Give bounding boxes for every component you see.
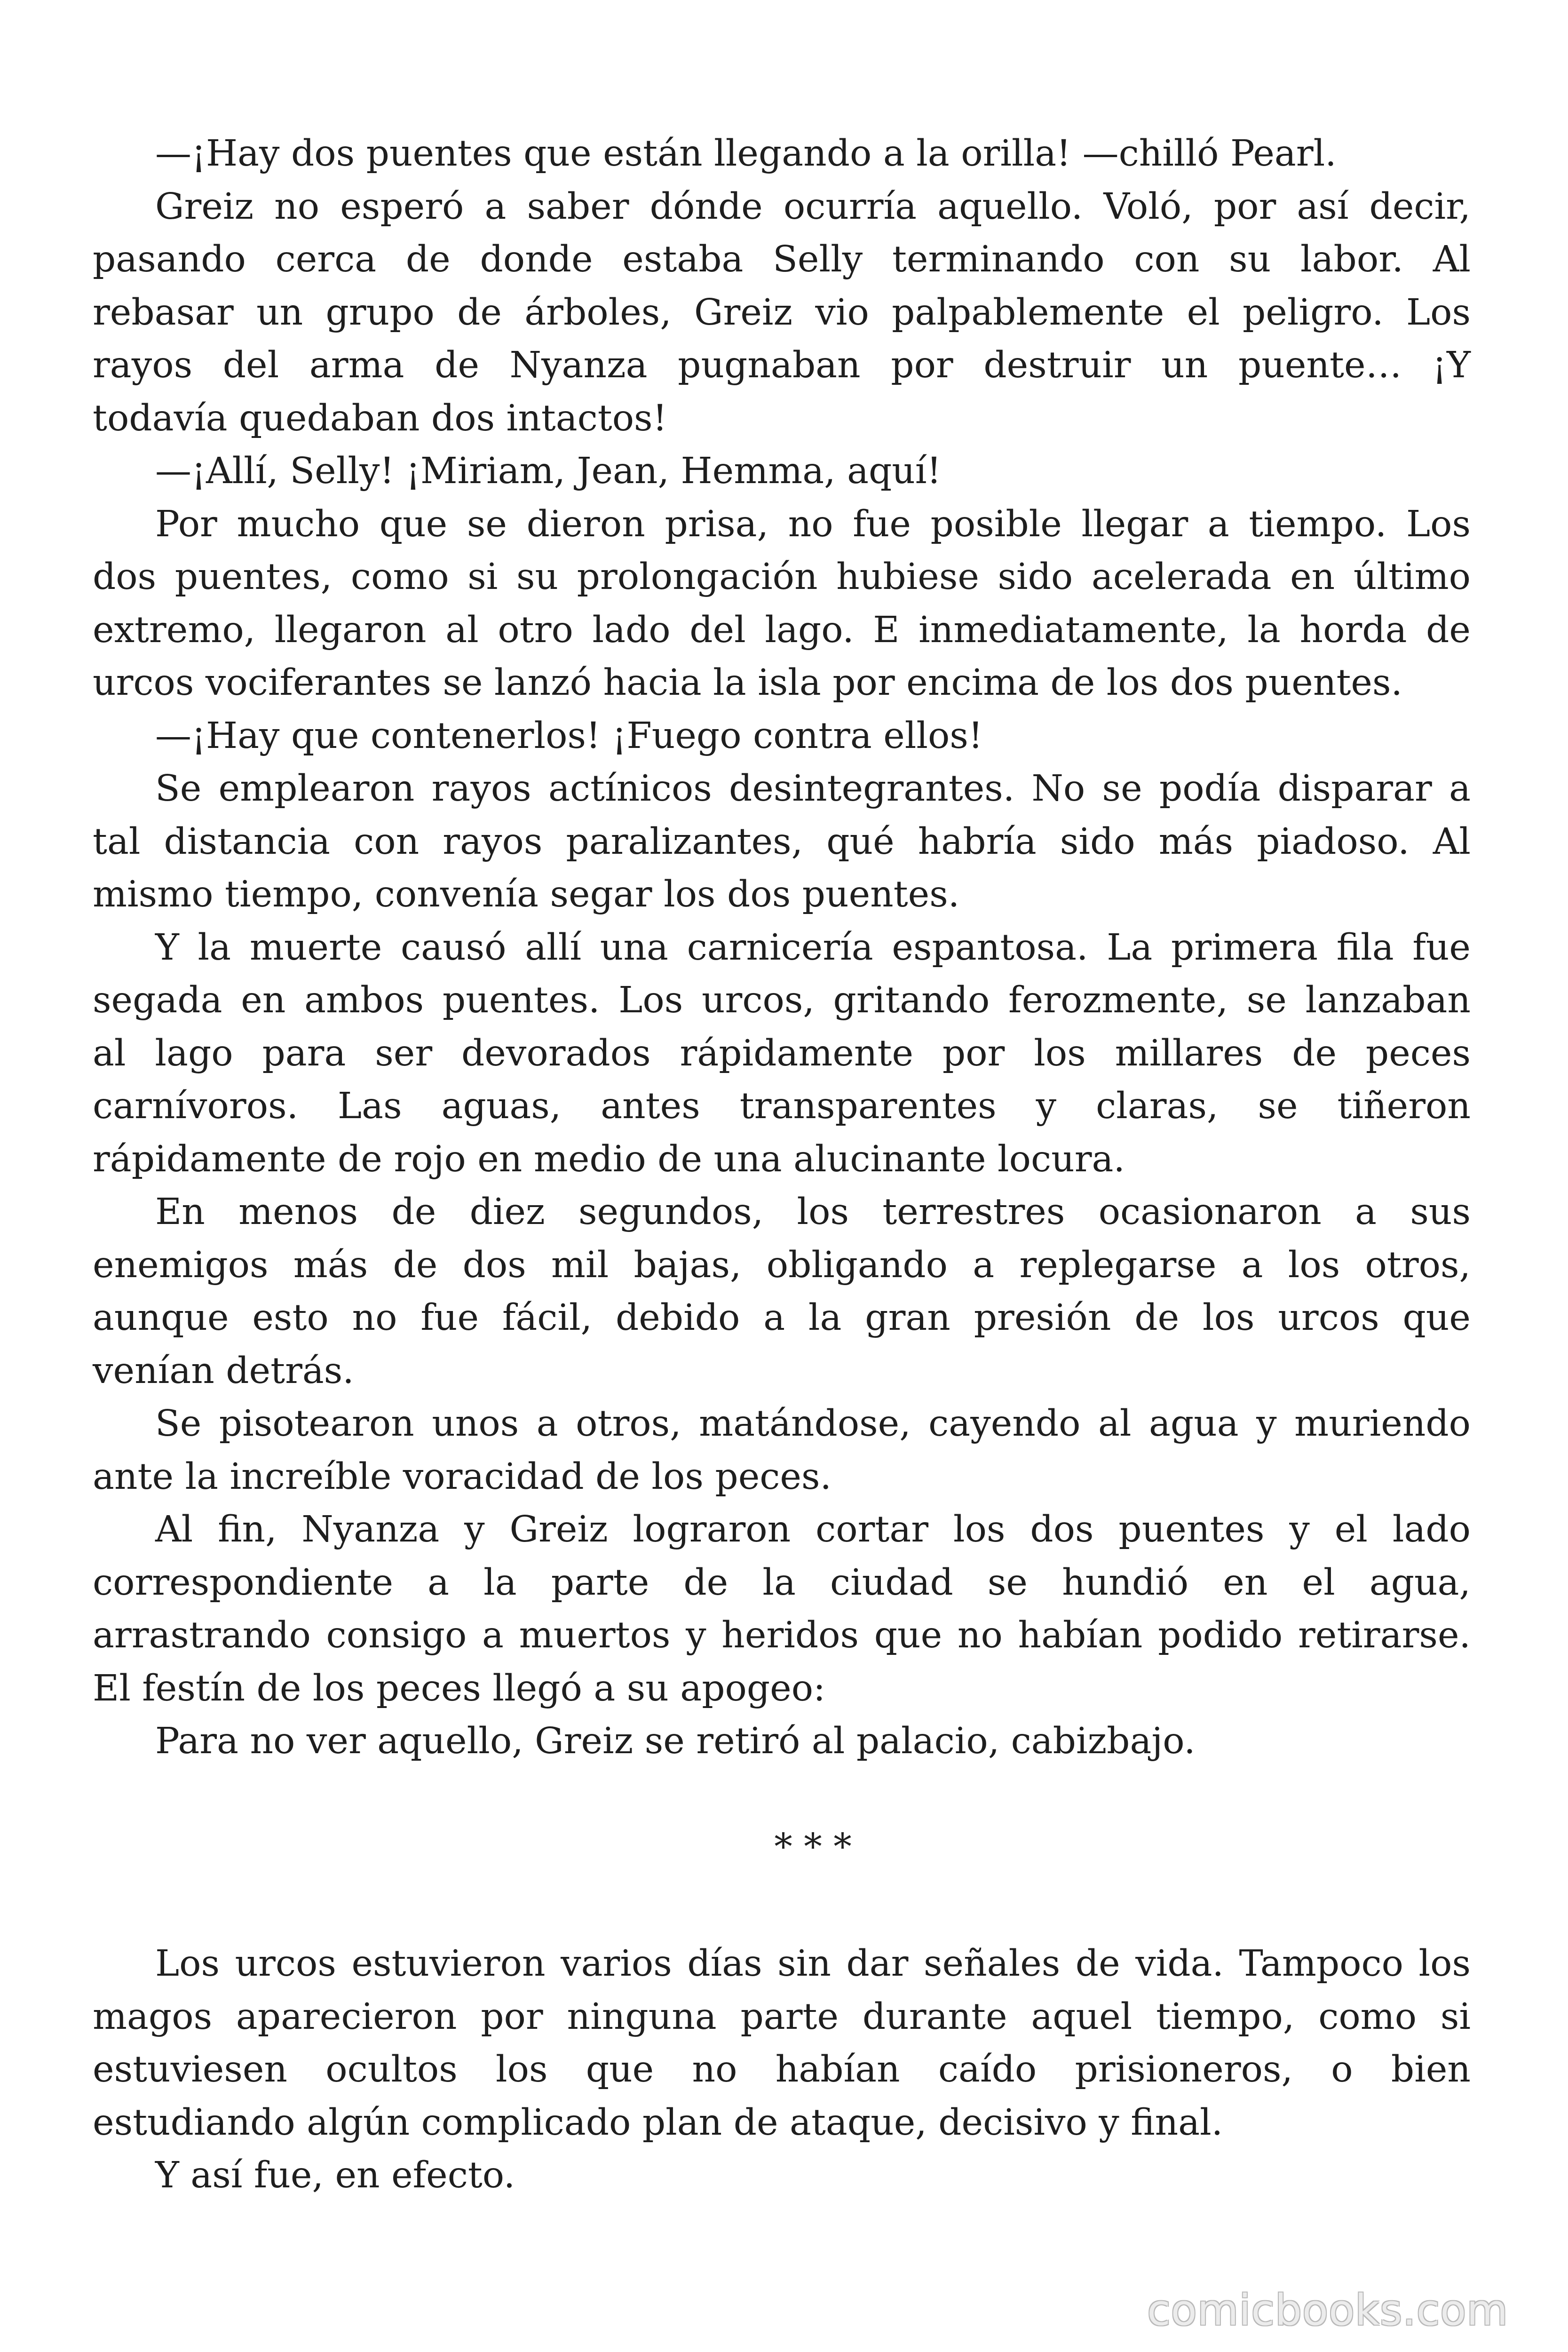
- text-line: Greiz no esperó a saber dónde ocurría aquello. Voló, por así decir,: [155, 185, 1471, 228]
- text-line: enemigos más de dos mil bajas, obligando a replegarse a los otros,: [93, 1244, 1471, 1286]
- text-line: segada en ambos puentes. Los urcos, gritando ferozmente, se lanzaban: [93, 979, 1471, 1021]
- text-line: Se emplearon rayos actínicos desintegrantes. No se podía disparar a: [155, 768, 1471, 810]
- text-line: magos aparecieron por ninguna parte durante aquel tiempo, como si: [93, 1995, 1471, 2038]
- page-text: [93, 127, 1471, 2202]
- paragraph: [93, 498, 1471, 710]
- text-line: dos puentes, como si su prolongación hubiese sido acelerada en último: [93, 556, 1471, 598]
- text-line: pasando cerca de donde estaba Selly terminando con su labor. Al: [93, 238, 1471, 280]
- watermark: comicbooks.com: [1147, 2286, 1508, 2335]
- text-line: El festín de los peces llegó a su apogeo:: [93, 1667, 826, 1709]
- text-line: estuviesen ocultos los que no habían caído prisioneros, o bien: [93, 2049, 1471, 2090]
- paragraph: [93, 763, 1471, 922]
- text-line: Y así fue, en efecto.: [155, 2154, 515, 2196]
- text-line: Al fin, Nyanza y Greiz lograron cortar los dos puentes y el lado: [155, 1509, 1471, 1550]
- text-line: Por mucho que se dieron prisa, no fue posible llegar a tiempo. Los: [155, 503, 1471, 545]
- text-line: mismo tiempo, convenía segar los dos puentes.: [93, 874, 960, 915]
- text-line: En menos de diez segundos, los terrestres ocasionaron a sus: [155, 1191, 1471, 1233]
- text-line: —¡Hay que contenerlos! ¡Fuego contra ellos!: [155, 715, 983, 757]
- paragraph: [93, 922, 1471, 1186]
- paragraph: [93, 1186, 1471, 1398]
- text-line: al lago para ser devorados rápidamente por los millares de peces: [93, 1032, 1471, 1074]
- text-line: —¡Hay dos puentes que están llegando a la orilla! —chilló Pearl.: [155, 133, 1337, 175]
- text-line: arrastrando consigo a muertos y heridos que no habían podido retirarse.: [93, 1614, 1471, 1656]
- text-line: tal distancia con rayos paralizantes, qué habría sido más piadoso. Al: [93, 820, 1471, 863]
- text-line: —¡Allí, Selly! ¡Miriam, Jean, Hemma, aquí!: [155, 450, 942, 492]
- text-line: rápidamente de rojo en medio de una alucinante locura.: [93, 1138, 1125, 1180]
- paragraph: [93, 1398, 1471, 1503]
- text-line: Los urcos estuvieron varios días sin dar señales de vida. Tampoco los: [155, 1943, 1471, 1985]
- text-line: ante la increíble voracidad de los peces.: [93, 1455, 832, 1498]
- text-line: Para no ver aquello, Greiz se retiró al palacio, cabizbajo.: [155, 1720, 1196, 1762]
- paragraph: [93, 445, 1471, 498]
- paragraph: [93, 1715, 1471, 1768]
- text-line: estudiando algún complicado plan de ataque, decisivo y final.: [93, 2101, 1223, 2144]
- text-line: todavía quedaban dos intactos!: [93, 397, 667, 439]
- paragraph: [93, 127, 1471, 181]
- text-line: carnívoros. Las aguas, antes transparentes y claras, se tiñeron: [93, 1085, 1471, 1127]
- text-line: aunque esto no fue fácil, debido a la gran presión de los urcos que: [93, 1297, 1471, 1339]
- text-line: Y la muerte causó allí una carnicería espantosa. La primera fila fue: [155, 926, 1471, 969]
- scene-break: * * *: [774, 1826, 852, 1868]
- text-line: venían detrás.: [93, 1350, 354, 1392]
- paragraph: [93, 1938, 1471, 2149]
- text-line: extremo, llegaron al otro lado del lago. E inmediatamente, la horda de: [93, 609, 1471, 651]
- text-line: correspondiente a la parte de la ciudad se hundió en el agua,: [93, 1561, 1471, 1604]
- text-line: rayos del arma de Nyanza pugnaban por destruir un puente… ¡Y: [93, 344, 1471, 386]
- paragraph: [93, 1503, 1471, 1715]
- paragraph: [93, 2149, 1471, 2202]
- paragraph: [93, 181, 1471, 445]
- text-line: urcos vociferantes se lanzó hacia la isla por encima de los dos puentes.: [93, 662, 1402, 704]
- paragraph: [93, 710, 1471, 763]
- text-line: Se pisotearon unos a otros, matándose, cayendo al agua y muriendo: [155, 1403, 1471, 1445]
- text-line: rebasar un grupo de árboles, Greiz vio palpablemente el peligro. Los: [93, 291, 1471, 334]
